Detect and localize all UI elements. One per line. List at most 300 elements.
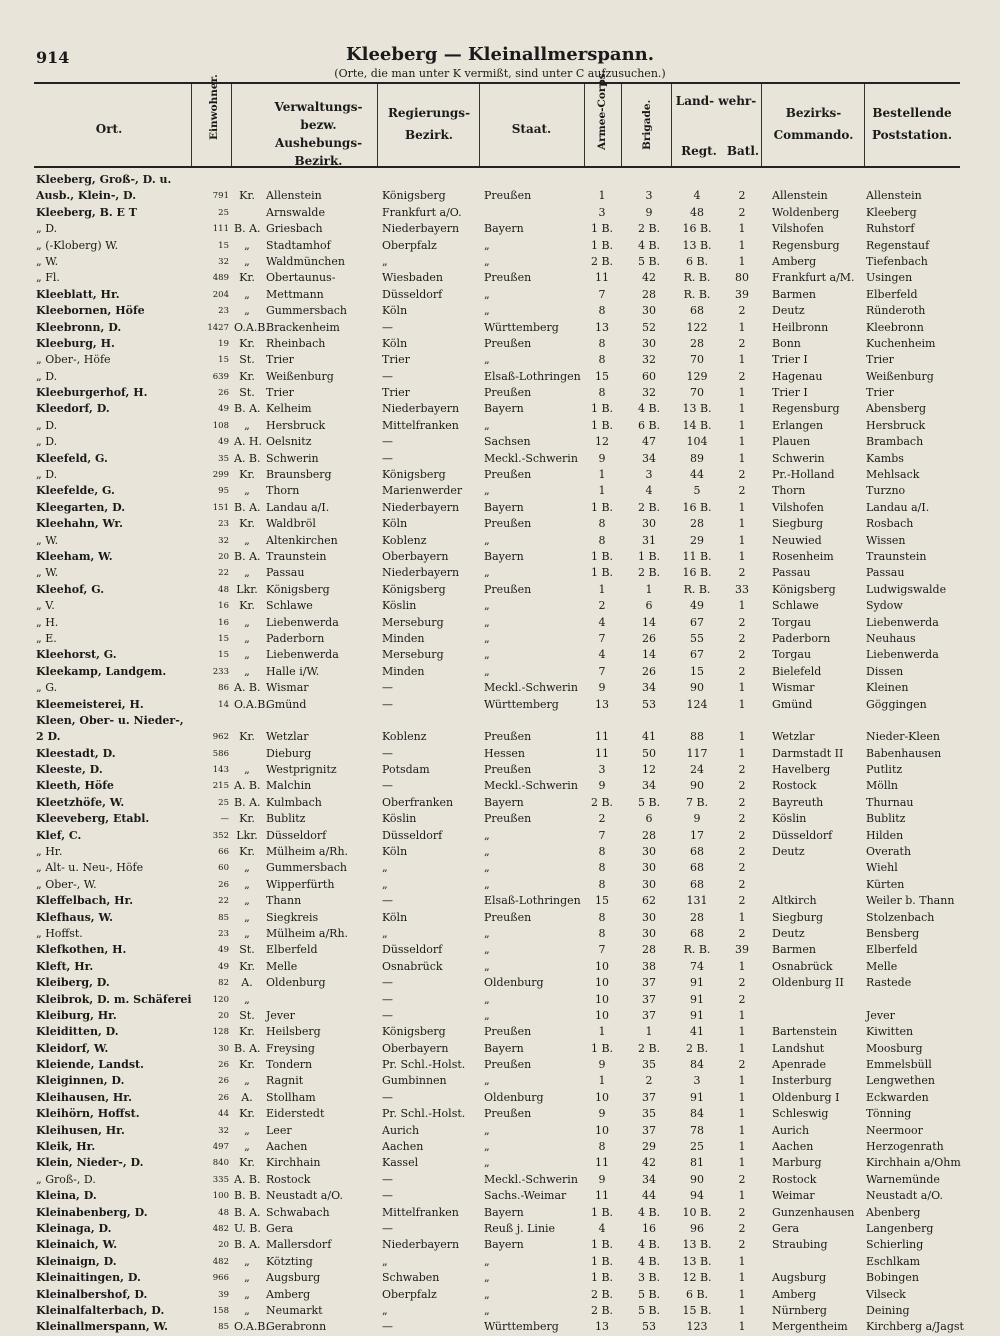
cell-bezirk: Kirchhain bbox=[266, 1156, 321, 1170]
cell-bezirks-commando: Straubing bbox=[772, 1238, 828, 1252]
cell-staat: Bayern bbox=[484, 795, 524, 809]
cell-poststation: Deining bbox=[866, 1303, 910, 1317]
cell-regierung: — bbox=[382, 451, 393, 465]
cell-einwohner: 840 bbox=[212, 1158, 229, 1169]
table-row bbox=[34, 647, 960, 663]
cell-poststation: Babenhausen bbox=[866, 746, 942, 760]
cell-verwaltung-type: O.A.B. bbox=[234, 320, 269, 334]
cell-bezirks-commando: Gera bbox=[772, 1222, 800, 1235]
cell-armee: 11 bbox=[595, 730, 609, 744]
cell-staat: Oldenburg bbox=[484, 976, 544, 990]
cell-brigade: 30 bbox=[642, 910, 656, 924]
cell-bezirk: Rheinbach bbox=[266, 336, 326, 350]
cell-ort: Kleebornen, Höfe bbox=[36, 304, 145, 318]
cell-brigade: 30 bbox=[642, 336, 656, 350]
cell-regiment: 16 B. bbox=[682, 222, 712, 236]
cell-poststation: Kleinen bbox=[866, 681, 909, 695]
cell-armee: 1 B. bbox=[590, 1254, 614, 1268]
cell-bezirk: Leer bbox=[266, 1123, 292, 1137]
table-row bbox=[34, 418, 960, 434]
cell-verwaltung-type: „ bbox=[244, 1254, 250, 1268]
cell-staat: „ bbox=[484, 1074, 490, 1088]
cell-armee: 1 bbox=[598, 1074, 606, 1088]
cell-bataillon: 1 bbox=[738, 1008, 746, 1022]
cell-einwohner: 26 bbox=[218, 1076, 229, 1087]
cell-armee: 1 B. bbox=[590, 500, 614, 514]
cell-regiment: 10 B. bbox=[682, 1205, 712, 1219]
cell-regierung: Aurich bbox=[382, 1123, 420, 1137]
cell-poststation: Kürten bbox=[866, 877, 905, 891]
table-row bbox=[34, 926, 960, 942]
cell-bataillon: 2 bbox=[738, 828, 746, 842]
cell-staat: Elsaß-Lothringen bbox=[484, 894, 581, 908]
table-row bbox=[34, 221, 960, 237]
cell-ort: Kleinaign, D. bbox=[36, 1254, 117, 1268]
cell-armee: 11 bbox=[595, 746, 609, 760]
cell-poststation: Göggingen bbox=[866, 697, 927, 711]
cell-poststation: Nieder-Kleen bbox=[866, 730, 941, 744]
cell-regierung: — bbox=[382, 697, 393, 711]
table-row bbox=[34, 565, 960, 581]
cell-staat: Bayern bbox=[484, 549, 524, 563]
cell-ort: Kleinaitingen, D. bbox=[36, 1271, 141, 1285]
cell-bataillon: 2 bbox=[738, 484, 746, 498]
cell-bataillon: 1 bbox=[738, 435, 746, 449]
cell-regierung: Oberpfalz bbox=[382, 238, 437, 252]
cell-poststation: Kiwitten bbox=[866, 1025, 914, 1039]
cell-regierung: Köslin bbox=[382, 599, 417, 613]
cell-verwaltung-type: A. B. bbox=[234, 451, 261, 465]
cell-poststation: Neustadt a/O. bbox=[866, 1189, 943, 1203]
cell-regiment: 55 bbox=[690, 631, 704, 645]
cell-einwohner: 151 bbox=[212, 502, 229, 513]
cell-brigade: 2 bbox=[645, 1074, 653, 1088]
cell-armee: 10 bbox=[595, 1008, 609, 1022]
cell-bezirk: Ragnit bbox=[266, 1074, 304, 1088]
cell-brigade: 53 bbox=[642, 1320, 656, 1334]
cell-bataillon: 1 bbox=[738, 353, 746, 367]
cell-verwaltung-type: „ bbox=[244, 926, 250, 940]
cell-staat: Preußen bbox=[484, 812, 532, 826]
cell-regiment: 25 bbox=[690, 1140, 704, 1154]
cell-bataillon: 1 bbox=[738, 910, 746, 924]
cell-armee: 8 bbox=[598, 1140, 606, 1154]
cell-einwohner: 497 bbox=[212, 1142, 229, 1153]
cell-regiment: 3 bbox=[693, 1074, 701, 1088]
cell-bataillon: 2 bbox=[738, 648, 746, 662]
cell-bataillon: 2 bbox=[738, 976, 746, 990]
table-row bbox=[34, 320, 960, 336]
cell-bezirk: Neumarkt bbox=[266, 1303, 323, 1317]
table-row bbox=[34, 385, 960, 401]
cell-bezirks-commando: Bonn bbox=[772, 336, 801, 350]
cell-staat: „ bbox=[484, 418, 490, 432]
cell-bezirk: Arnswalde bbox=[266, 205, 325, 219]
cell-regiment: 13 B. bbox=[682, 402, 712, 416]
cell-bezirk: Gummersbach bbox=[266, 304, 347, 318]
cell-bezirks-commando: Paderborn bbox=[772, 631, 831, 645]
cell-verwaltung-type: B. A. bbox=[234, 1205, 261, 1219]
cell-ort: Klefkothen, H. bbox=[36, 943, 127, 957]
cell-bezirks-commando: Wismar bbox=[772, 681, 815, 695]
cell-regiment: 13 B. bbox=[682, 238, 712, 252]
cell-regierung: Köln bbox=[382, 304, 408, 318]
cell-bezirk: Aachen bbox=[266, 1140, 308, 1154]
cell-einwohner: 15 bbox=[218, 633, 229, 644]
cell-bezirks-commando: Rostock bbox=[772, 779, 817, 793]
cell-einwohner: 100 bbox=[212, 1191, 229, 1202]
cell-bataillon: 2 bbox=[738, 336, 746, 350]
cell-bezirk: Waldbröl bbox=[266, 517, 316, 531]
cell-einwohner: 489 bbox=[212, 273, 229, 284]
cell-regiment: 68 bbox=[690, 861, 704, 875]
cell-staat: „ bbox=[484, 1254, 490, 1268]
cell-regiment: 123 bbox=[686, 1320, 708, 1334]
cell-armee: 2 B. bbox=[590, 795, 614, 809]
cell-regiment: 28 bbox=[690, 910, 704, 924]
cell-einwohner: 32 bbox=[218, 535, 229, 546]
cell-bezirks-commando: Rostock bbox=[772, 1172, 817, 1186]
cell-regierung: „ bbox=[382, 1303, 388, 1317]
cell-brigade: 1 bbox=[645, 1025, 653, 1039]
cell-staat: Meckl.-Schwerin bbox=[484, 681, 578, 695]
cell-verwaltung-type: Kr. bbox=[239, 845, 255, 859]
cell-verwaltung-type: B. A. bbox=[234, 549, 261, 563]
cell-ort: Kleiditten, D. bbox=[36, 1025, 119, 1039]
cell-brigade: 6 B. bbox=[637, 418, 661, 432]
cell-staat: Preußen bbox=[484, 189, 532, 203]
cell-regiment: 16 B. bbox=[682, 566, 712, 580]
cell-ort: „ Hr. bbox=[36, 845, 63, 859]
header-regierung: Regierungs- Bezirk. bbox=[387, 106, 471, 142]
cell-regierung: Minden bbox=[382, 664, 425, 678]
cell-einwohner: 16 bbox=[218, 617, 229, 628]
cell-staat: Bayern bbox=[484, 1205, 524, 1219]
cell-bezirks-commando: Heilbronn bbox=[772, 320, 829, 334]
cell-bezirk: Waldmünchen bbox=[266, 254, 345, 268]
cell-einwohner: 32 bbox=[218, 256, 229, 267]
cell-armee: 4 bbox=[598, 615, 606, 629]
cell-regiment: 4 bbox=[693, 189, 701, 203]
cell-brigade: 2 B. bbox=[637, 222, 661, 236]
cell-poststation: Mölln bbox=[866, 779, 899, 793]
cell-regierung: Pr. Schl.-Holst. bbox=[382, 1058, 466, 1072]
cell-regiment: 91 bbox=[690, 1008, 704, 1022]
cell-bezirks-commando: Pr.-Holland bbox=[772, 468, 835, 482]
cell-bezirk: Kötzting bbox=[266, 1254, 313, 1268]
cell-bezirk: Siegkreis bbox=[266, 910, 319, 924]
cell-bezirk: Eiderstedt bbox=[266, 1107, 325, 1121]
cell-armee: 2 B. bbox=[590, 1303, 614, 1317]
table-row bbox=[34, 1073, 960, 1089]
cell-armee: 8 bbox=[598, 386, 606, 400]
cell-brigade: 42 bbox=[642, 271, 656, 285]
cell-ort: „ E. bbox=[36, 631, 57, 645]
cell-armee: 13 bbox=[595, 1320, 609, 1334]
cell-verwaltung-type: Kr. bbox=[239, 959, 255, 973]
cell-bezirk: Liebenwerda bbox=[266, 648, 339, 662]
cell-bataillon: 1 bbox=[738, 549, 746, 563]
cell-einwohner: 25 bbox=[218, 207, 229, 218]
cell-einwohner: 26 bbox=[218, 388, 229, 399]
cell-ort: Kleehof, G. bbox=[36, 582, 105, 596]
cell-poststation: Overath bbox=[866, 845, 912, 859]
cell-bataillon: 1 bbox=[738, 1254, 746, 1268]
cell-bataillon: 2 bbox=[738, 779, 746, 793]
cell-bezirks-commando: Bielefeld bbox=[772, 664, 822, 678]
table-row bbox=[34, 188, 960, 204]
cell-einwohner: — bbox=[220, 814, 229, 825]
cell-verwaltung-type: Kr. bbox=[239, 189, 255, 203]
cell-ort: Kleeth, Höfe bbox=[36, 779, 114, 793]
cell-bataillon: 33 bbox=[735, 582, 749, 596]
cell-poststation: Schierling bbox=[866, 1238, 924, 1252]
cell-regiment: 49 bbox=[690, 599, 704, 613]
cell-regierung: Trier bbox=[382, 353, 410, 367]
cell-bezirks-commando: Mergentheim bbox=[772, 1320, 848, 1334]
table-row bbox=[34, 1237, 960, 1253]
cell-regiment: 124 bbox=[686, 697, 708, 711]
cell-ort: Kleeberg, B. E T bbox=[36, 205, 137, 219]
cell-verwaltung-type: B. A. bbox=[234, 795, 261, 809]
cell-verwaltung-type: „ bbox=[244, 910, 250, 924]
cell-bezirks-commando: Apenrade bbox=[772, 1058, 826, 1072]
cell-brigade: 6 bbox=[645, 599, 653, 613]
cell-ort: Kleiende, Landst. bbox=[36, 1058, 144, 1072]
cell-staat: Preußen bbox=[484, 517, 532, 531]
header-verwaltung: Verwaltungs- bezw. Aushebungs- Bezirk. bbox=[274, 100, 363, 168]
table-row bbox=[34, 1024, 960, 1040]
header-bezirks: Bezirks- Commando. bbox=[773, 106, 854, 142]
cell-ort: Ausb., Klein-, D. bbox=[36, 189, 137, 203]
cell-bataillon: 2 bbox=[738, 631, 746, 645]
cell-brigade: 16 bbox=[642, 1222, 656, 1235]
cell-poststation: Bensberg bbox=[866, 926, 920, 940]
cell-bezirk: Kelheim bbox=[266, 402, 312, 416]
cell-ort: Klein, Nieder-, D. bbox=[36, 1156, 144, 1170]
cell-regierung: Potsdam bbox=[382, 763, 430, 777]
cell-bezirk: Gerabronn bbox=[266, 1320, 327, 1334]
cell-brigade: 2 B. bbox=[637, 500, 661, 514]
cell-bezirk: Wetzlar bbox=[266, 730, 309, 744]
table-row bbox=[34, 729, 960, 745]
cell-bezirks-commando: Schleswig bbox=[772, 1107, 829, 1121]
cell-poststation: Emmelsbüll bbox=[866, 1058, 932, 1072]
cell-staat: Bayern bbox=[484, 1238, 524, 1252]
cell-verwaltung-type: Kr. bbox=[239, 271, 255, 285]
table-row bbox=[34, 1139, 960, 1155]
header-armee: Armee-Corps. bbox=[596, 69, 608, 150]
cell-staat: „ bbox=[484, 599, 490, 613]
cell-staat: Württemberg bbox=[484, 1320, 559, 1334]
cell-ort: Kleemeisterei, H. bbox=[36, 697, 144, 711]
cell-poststation: Stolzenbach bbox=[866, 910, 935, 924]
cell-brigade: 44 bbox=[642, 1189, 656, 1203]
cell-staat: „ bbox=[484, 664, 490, 678]
cell-bezirks-commando: Weimar bbox=[772, 1189, 815, 1203]
cell-regierung: Königsberg bbox=[382, 1025, 446, 1039]
cell-staat: „ bbox=[484, 1156, 490, 1170]
cell-bezirks-commando: Osnabrück bbox=[772, 959, 833, 973]
cell-brigade: 4 B. bbox=[637, 402, 661, 416]
cell-bezirk: Rostock bbox=[266, 1172, 311, 1186]
table-body bbox=[34, 172, 964, 1336]
cell-armee: 13 bbox=[595, 697, 609, 711]
table-row bbox=[34, 664, 960, 680]
cell-bataillon: 2 bbox=[738, 664, 746, 678]
cell-poststation: Traunstein bbox=[866, 549, 927, 563]
cell-bezirk: Dieburg bbox=[266, 746, 312, 760]
cell-staat: „ bbox=[484, 845, 490, 859]
cell-bezirks-commando: Torgau bbox=[772, 648, 812, 662]
cell-bataillon: 1 bbox=[738, 402, 746, 416]
cell-poststation: Landau a/I. bbox=[866, 500, 930, 514]
cell-armee: 3 bbox=[598, 763, 606, 777]
cell-ort: Kleekamp, Landgem. bbox=[36, 664, 167, 678]
cell-ort: Kleetzhöfe, W. bbox=[36, 795, 125, 809]
cell-ort: Kleffelbach, Hr. bbox=[36, 894, 134, 908]
cell-poststation: Hilden bbox=[866, 828, 904, 842]
cell-verwaltung-type: Lkr. bbox=[236, 582, 258, 596]
cell-bezirk: Griesbach bbox=[266, 222, 323, 236]
cell-bezirks-commando: Siegburg bbox=[772, 517, 824, 531]
cell-ort: Kleina, D. bbox=[36, 1189, 97, 1203]
cell-staat: „ bbox=[484, 992, 490, 1006]
cell-staat: Württemberg bbox=[484, 320, 559, 334]
cell-poststation: Eschlkam bbox=[866, 1254, 921, 1268]
cell-einwohner: 966 bbox=[212, 1273, 229, 1284]
cell-regiment: 129 bbox=[686, 369, 708, 383]
cell-bezirks-commando: Nürnberg bbox=[772, 1303, 827, 1317]
cell-poststation: Kleeberg bbox=[866, 205, 917, 219]
cell-einwohner: 335 bbox=[212, 1174, 229, 1185]
cell-ort: Kleiginnen, D. bbox=[36, 1074, 125, 1088]
cell-staat: Preußen bbox=[484, 1058, 532, 1072]
cell-regiment: 78 bbox=[690, 1123, 704, 1137]
cell-einwohner: 95 bbox=[218, 486, 229, 497]
cell-bezirk: Heilsberg bbox=[266, 1025, 321, 1039]
cell-verwaltung-type: Kr. bbox=[239, 468, 255, 482]
cell-bataillon: 1 bbox=[738, 451, 746, 465]
cell-bataillon: 1 bbox=[738, 697, 746, 711]
cell-poststation: Brambach bbox=[866, 435, 924, 449]
cell-regiment: 24 bbox=[690, 763, 704, 777]
cell-bataillon: 1 bbox=[738, 1140, 746, 1154]
cell-bezirk: Halle i/W. bbox=[266, 664, 320, 678]
cell-bezirk: Stadtamhof bbox=[266, 238, 331, 252]
table-row bbox=[34, 828, 960, 844]
cell-bezirks-commando: Düsseldorf bbox=[772, 828, 833, 842]
table-row bbox=[34, 500, 960, 516]
cell-verwaltung-type: „ bbox=[244, 992, 250, 1006]
cell-ort: „ D. bbox=[36, 435, 58, 449]
cell-bataillon: 2 bbox=[738, 566, 746, 580]
cell-staat: „ bbox=[484, 304, 490, 318]
cell-bezirk: Bublitz bbox=[266, 812, 306, 826]
cell-bezirks-commando: Amberg bbox=[772, 254, 817, 268]
cell-bezirk: Passau bbox=[266, 566, 305, 580]
cell-einwohner: 23 bbox=[218, 519, 229, 530]
cell-verwaltung-type: B. A. bbox=[234, 1238, 261, 1252]
cell-regiment: 9 bbox=[693, 812, 701, 826]
cell-regiment: 6 B. bbox=[685, 254, 709, 268]
cell-bataillon: 2 bbox=[738, 877, 746, 891]
cell-regiment: 6 B. bbox=[685, 1287, 709, 1301]
table-row bbox=[34, 1270, 960, 1286]
cell-bezirk: Elberfeld bbox=[266, 943, 318, 957]
cell-einwohner: 49 bbox=[218, 437, 229, 448]
cell-armee: 15 bbox=[595, 369, 609, 383]
cell-staat: „ bbox=[484, 943, 490, 957]
cell-bataillon: 2 bbox=[738, 1222, 746, 1235]
cell-staat: Preußen bbox=[484, 763, 532, 777]
cell-einwohner: 23 bbox=[218, 928, 229, 939]
cell-bezirk: Schwerin bbox=[266, 451, 319, 465]
cell-brigade: 3 B. bbox=[637, 1271, 661, 1285]
cell-einwohner: 15 bbox=[218, 355, 229, 366]
cell-bataillon: 1 bbox=[738, 418, 746, 432]
cell-einwohner: 299 bbox=[212, 470, 229, 481]
cell-bezirk: Brackenheim bbox=[266, 320, 340, 334]
cell-regiment: 90 bbox=[690, 779, 704, 793]
cell-staat: „ bbox=[484, 353, 490, 367]
cell-armee: 1 B. bbox=[590, 1271, 614, 1285]
cell-staat: Hessen bbox=[484, 746, 525, 760]
cell-bataillon: 2 bbox=[738, 1058, 746, 1072]
cell-brigade: 30 bbox=[642, 517, 656, 531]
cell-regierung: Frankfurt a/O. bbox=[382, 205, 462, 219]
cell-brigade: 34 bbox=[642, 779, 656, 793]
cell-regierung: Mittelfranken bbox=[382, 1205, 459, 1219]
cell-staat: Bayern bbox=[484, 402, 524, 416]
cell-bezirks-commando: Bayreuth bbox=[772, 795, 824, 809]
cell-einwohner: 60 bbox=[218, 863, 229, 874]
page-subtitle: (Orte, die man unter K vermißt, sind unter C aufzusuchen.) bbox=[334, 67, 666, 80]
cell-verwaltung-type: Kr. bbox=[239, 517, 255, 531]
cell-bezirks-commando: Vilshofen bbox=[772, 500, 824, 514]
cell-ort: Kleegarten, D. bbox=[36, 500, 126, 514]
cell-brigade: 37 bbox=[642, 1123, 656, 1137]
cell-brigade: 2 B. bbox=[637, 1041, 661, 1055]
cell-poststation: Wiehl bbox=[866, 861, 898, 875]
cell-bataillon: 2 bbox=[738, 861, 746, 875]
cell-armee: 13 bbox=[595, 320, 609, 334]
cell-ort: Kleihausen, Hr. bbox=[36, 1090, 132, 1104]
cell-bataillon: 1 bbox=[738, 238, 746, 252]
table-row bbox=[34, 1106, 960, 1122]
cell-poststation: Elberfeld bbox=[866, 287, 918, 301]
cell-staat: „ bbox=[484, 631, 490, 645]
cell-bezirks-commando: Woldenberg bbox=[772, 205, 840, 219]
cell-regiment: 90 bbox=[690, 1172, 704, 1186]
cell-bataillon: 1 bbox=[738, 1320, 746, 1334]
cell-bataillon: 2 bbox=[738, 763, 746, 777]
cell-verwaltung-type: Kr. bbox=[239, 1058, 255, 1072]
cell-armee: 7 bbox=[598, 943, 606, 957]
cell-brigade: 47 bbox=[642, 435, 656, 449]
cell-ort: Kleeblatt, Hr. bbox=[36, 287, 120, 301]
cell-staat: „ bbox=[484, 1287, 490, 1301]
cell-verwaltung-type: „ bbox=[244, 566, 250, 580]
cell-ort: „ W. bbox=[36, 566, 59, 580]
cell-bataillon: 1 bbox=[738, 730, 746, 744]
cell-brigade: 29 bbox=[642, 1140, 656, 1154]
cell-staat: „ bbox=[484, 254, 490, 268]
cell-bezirks-commando: Köslin bbox=[772, 812, 807, 826]
table-row bbox=[34, 877, 960, 893]
cell-brigade: 42 bbox=[642, 1156, 656, 1170]
cell-bataillon: 1 bbox=[738, 959, 746, 973]
